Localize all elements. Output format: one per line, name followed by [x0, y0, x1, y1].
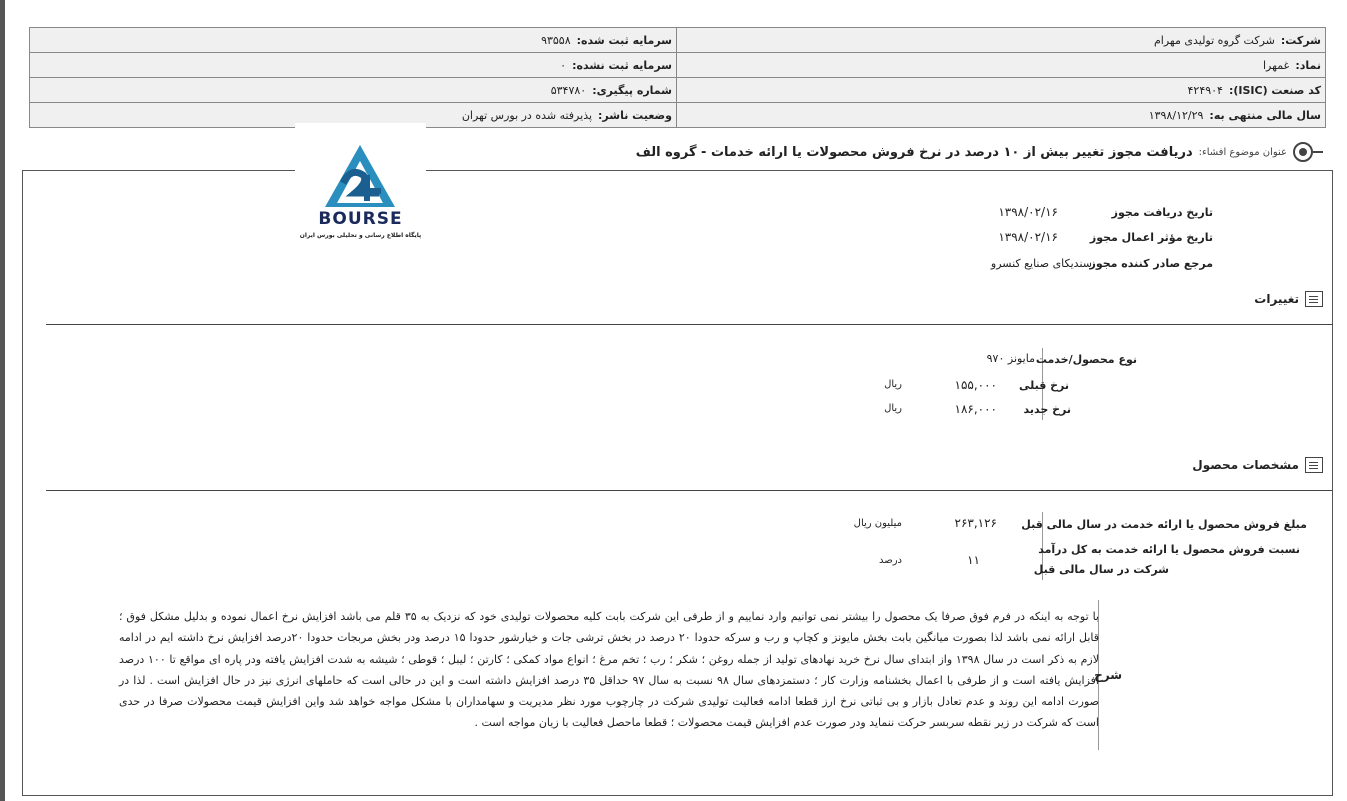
new-price-label: نرخ جدید [1023, 403, 1071, 416]
description-label: شرح [1094, 668, 1122, 682]
subject-title: دریافت مجوز تغییر بیش از ۱۰ درصد در نرخ فروش محصولات یا ارائه خدمات - گروه الف [635, 144, 1193, 160]
tracking-value: ۵۳۴۷۸۰ [550, 83, 587, 97]
divider [46, 490, 1333, 491]
symbol-value: غمهرا [1263, 58, 1290, 72]
sales-value: ۲۶۳,۱۲۶ [954, 516, 997, 530]
company-info-table [29, 27, 1326, 128]
issuer-value: سندیکای صنایع کنسرو [990, 257, 1092, 270]
sales-label: مبلغ فروش محصول یا ارائه خدمت در سال مالی قبل [1021, 518, 1307, 531]
fiscal-year-label: سال مالی منتهی به: [1209, 108, 1321, 122]
logo-tagline: پایگاه اطلاع رسانی و تحلیلی بورس ایران [299, 232, 422, 239]
symbol-label: نماد: [1295, 58, 1321, 72]
fiscal-year-value: ۱۳۹۸/۱۲/۲۹ [1148, 108, 1204, 122]
description-text: با توجه به اینکه در فرم فوق صرفا یک محصول را بیشتر نمی توانیم وارد نماییم و از طرفی این شرکت بابت کلیه محصولات تولیدی خود که نزدیک به ۳۵ قلم می باشد افزایش نرخ اعمال نموده و بدلیل مشکل فوق ؛ قابل ارائه نمی باشد لذا بصورت میانگین بابت بخش مایونز و کچاپ و رب و سرکه حدودا ۲۰ درصد در بخش ترشی جات و خیارشور حدودا ۱۵ درصد ودر بخش مربجات حدودا ۲۰درصد افزایش نرخ داشته ایم در ادامه لازم به ذکر است در سال ۱۳۹۸ واز ابتدای سال نرخ خرید نهادهای تولید از جمله روغن ؛ شکر ؛ رب ؛ تخم مرغ ؛ انواع مواد کمکی ؛ کارتن ؛ لیبل ؛ قوطی ؛ شیشه به شدت افزایش یافته ودر پاره ای مواقع تا ۱۰۰ درصد افزایش یافته است و از طرفی با اعمال بخشنامه وزارت کار ؛ دستمزدهای سال ۹۸ نسبت به سال ۹۷ حداقل ۳۵ درصد افزایش داشته است و این در حالی است که حاملهای انرژی نیز در حال افزایش است . لذا در صورت ادامه این روند و عدم تعادل بازار و بی ثباتی نرخ ارز قطعا ادامه فعالیت تولیدی شرکت در چارچوب مورد نظر مدیریت و سهامداران با مشکل مواجه خواهد شد واین افزایش قیمت محصولات صرفا در حدی است که شرکت در زیر نقطه سربسر حرکت ننماید ودر صورت عدم افزایش قیمت محصولات ؛ قطعا ماحصل فعالیت با زیان مواجه است . [119, 610, 1100, 730]
table-row [30, 53, 1326, 78]
ratio-label-line-2: شرکت در سال مالی قبل [1033, 563, 1169, 576]
issuer-label: مرجع صادر کننده مجوز [1089, 257, 1213, 270]
edit-icon [1305, 457, 1323, 473]
unreg-capital-label: سرمایه ثبت نشده: [572, 58, 672, 72]
new-price-unit: ریال [884, 403, 902, 414]
divider [46, 324, 1333, 325]
ratio-value: ۱۱ [967, 553, 980, 567]
subject-label: عنوان موضوع افشاء: [1198, 146, 1287, 158]
old-price-unit: ریال [884, 379, 902, 390]
logo-mark-icon [295, 123, 426, 213]
company-value: شرکت گروه تولیدی مهرام [1153, 33, 1275, 47]
product-type-label: نوع محصول/خدمت [1035, 353, 1137, 366]
changes-section-title: تغییرات [1254, 291, 1323, 307]
target-icon [1293, 142, 1313, 162]
unreg-capital-value: ۰ [560, 58, 567, 72]
table-row [30, 28, 1326, 53]
subject-line [636, 142, 1323, 162]
table-row [30, 103, 1326, 128]
old-price-value: ۱۵۵,۰۰۰ [954, 378, 997, 392]
receive-date-label: تاریخ دریافت مجوز [1111, 206, 1213, 219]
old-price-label: نرخ قبلی [1018, 379, 1069, 392]
company-label: شرکت: [1280, 33, 1321, 47]
tracking-label: شماره پیگیری: [592, 83, 672, 97]
effective-date-value: ۱۳۹۸/۰۲/۱۶ [998, 230, 1058, 244]
bourse-logo [295, 123, 426, 263]
publisher-status-value: پذیرفته شده در بورس تهران [461, 108, 593, 122]
specs-section-title: مشخصات محصول [1192, 457, 1323, 473]
publisher-status-label: وضعیت ناشر: [598, 108, 672, 122]
product-type-value: مایونز ۹۷۰ [986, 352, 1035, 365]
ratio-label-line-1: نسبت فروش محصول یا ارائه خدمت به کل درآمد [1038, 543, 1300, 556]
new-price-value: ۱۸۶,۰۰۰ [954, 402, 997, 416]
edit-icon [1305, 291, 1323, 307]
sales-unit: میلیون ریال [853, 518, 902, 529]
isic-label: کد صنعت (ISIC): [1228, 83, 1321, 97]
receive-date-value: ۱۳۹۸/۰۲/۱۶ [998, 205, 1058, 219]
logo-word: BOURSE [318, 209, 403, 229]
reg-capital-value: ۹۳۵۵۸ [541, 33, 571, 47]
window-edge [0, 0, 5, 801]
isic-value: ۴۲۴۹۰۴ [1187, 83, 1223, 97]
reg-capital-label: سرمایه ثبت شده: [576, 33, 672, 47]
ratio-unit: درصد [878, 555, 902, 566]
table-row [30, 78, 1326, 103]
effective-date-label: تاریخ مؤثر اعمال مجوز [1089, 231, 1213, 244]
